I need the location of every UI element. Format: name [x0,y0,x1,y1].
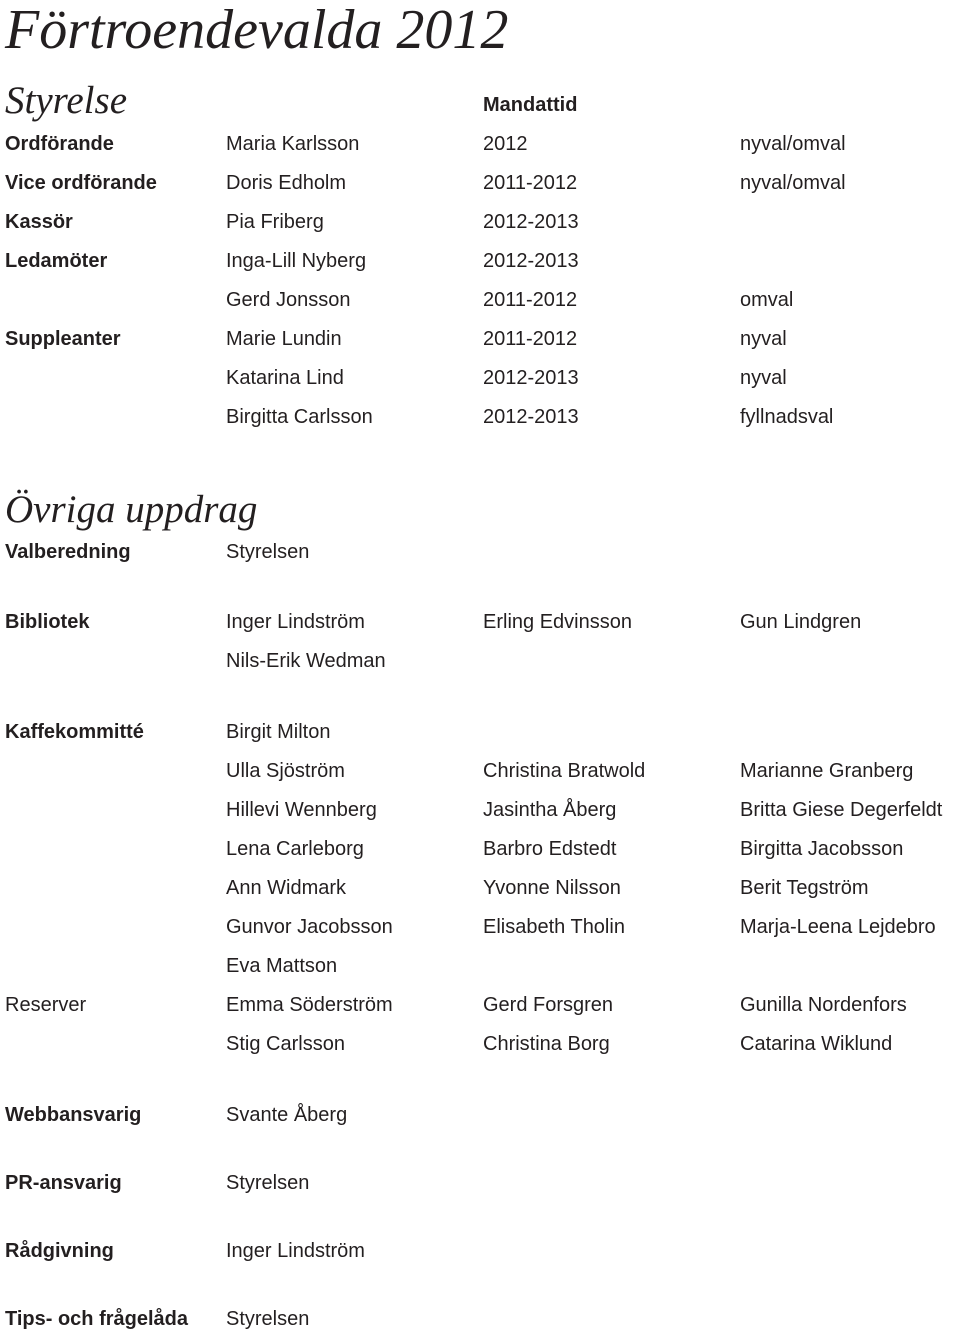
member-name: Doris Edholm [226,172,347,194]
member-name: Gun Lindgren [740,611,862,633]
kaffekommitte-row [0,756,960,786]
election-note: fyllnadsval [740,406,834,428]
member-name: Pia Friberg [226,211,324,233]
radgivning-row [0,1236,960,1266]
section-title-ovriga: Övriga uppdrag [5,488,258,531]
role-label: Vice ordförande [5,172,157,194]
member-name: Lena Carleborg [226,838,364,860]
member-name: Birgitta Carlsson [226,406,373,428]
member-name: Birgit Milton [226,721,331,743]
role-label: Ordförande [5,133,114,155]
role-label: PR-ansvarig [5,1172,122,1194]
kaffekommitte-row [0,951,960,981]
reserver-row [0,1029,960,1059]
valberedning-row [0,537,960,567]
kaffekommitte-row [0,795,960,825]
page-title: Förtroendevalda 2012 [5,0,509,61]
member-name: Berit Tegström [740,877,869,899]
member-name: Gerd Jonsson [226,289,351,311]
term-value: 2012-2013 [483,367,579,389]
role-label: Rådgivning [5,1240,114,1262]
member-name: Marie Lundin [226,328,342,350]
member-name: Jasintha Åberg [483,799,617,821]
election-note: omval [740,289,794,311]
term-value: 2012-2013 [483,250,579,272]
member-name: Inga-Lill Nyberg [226,250,367,272]
member-name: Marja-Leena Lejdebro [740,916,936,938]
member-name: Elisabeth Tholin [483,916,625,938]
term-value: 2011-2012 [483,328,578,350]
role-label: Reserver [5,994,87,1016]
member-name: Ulla Sjöström [226,760,345,782]
role-label: Ledamöter [5,250,108,272]
member-name: Barbro Edstedt [483,838,617,860]
member-name: Eva Mattson [226,955,338,977]
member-name: Styrelsen [226,541,310,563]
term-value: 2011-2012 [483,172,578,194]
term-value: 2012 [483,133,528,155]
section-title-styrelse: Styrelse [5,79,128,122]
tips-row [0,1304,960,1334]
styrelse-row [0,246,960,276]
member-name: Gerd Forsgren [483,994,614,1016]
styrelse-header-row [0,90,960,120]
election-note: nyval [740,367,787,389]
member-name: Erling Edvinsson [483,611,632,633]
role-label: Bibliotek [5,611,90,633]
member-name: Stig Carlsson [226,1033,345,1055]
webbansvarig-row [0,1100,960,1130]
styrelse-row [0,285,960,315]
styrelse-row [0,324,960,354]
role-label: Kaffekommitté [5,721,144,743]
pr-ansvarig-row [0,1168,960,1198]
member-name: Styrelsen [226,1172,310,1194]
member-name: Catarina Wiklund [740,1033,893,1055]
styrelse-row [0,363,960,393]
role-label: Tips- och frågelåda [5,1308,189,1330]
member-name: Styrelsen [226,1308,310,1330]
term-value: 2012-2013 [483,211,579,233]
member-name: Christina Borg [483,1033,610,1055]
styrelse-row [0,402,960,432]
member-name: Inger Lindström [226,611,365,633]
role-label: Kassör [5,211,73,233]
member-name: Birgitta Jacobsson [740,838,904,860]
styrelse-row [0,168,960,198]
election-note: nyval [740,328,787,350]
role-label: Webbansvarig [5,1104,142,1126]
kaffekommitte-row [0,912,960,942]
member-name: Marianne Granberg [740,760,914,782]
member-name: Gunvor Jacobsson [226,916,393,938]
mandattid-header: Mandattid [483,94,578,116]
election-note: nyval/omval [740,133,846,155]
kaffekommitte-row [0,834,960,864]
bibliotek-row [0,646,960,676]
election-note: nyval/omval [740,172,846,194]
role-label: Suppleanter [5,328,121,350]
reserver-row [0,990,960,1020]
styrelse-row [0,207,960,237]
member-name: Nils-Erik Wedman [226,650,386,672]
member-name: Emma Söderström [226,994,393,1016]
role-label: Valberedning [5,541,131,563]
member-name: Britta Giese Degerfeldt [740,799,943,821]
member-name: Svante Åberg [226,1104,348,1126]
member-name: Hillevi Wennberg [226,799,377,821]
kaffekommitte-row [0,873,960,903]
member-name: Ann Widmark [226,877,347,899]
member-name: Maria Karlsson [226,133,360,155]
term-value: 2011-2012 [483,289,578,311]
bibliotek-row [0,607,960,637]
term-value: 2012-2013 [483,406,579,428]
member-name: Christina Bratwold [483,760,646,782]
member-name: Gunilla Nordenfors [740,994,907,1016]
member-name: Katarina Lind [226,367,344,389]
member-name: Yvonne Nilsson [483,877,621,899]
member-name: Inger Lindström [226,1240,365,1262]
kaffekommitte-row [0,717,960,747]
styrelse-row [0,129,960,159]
